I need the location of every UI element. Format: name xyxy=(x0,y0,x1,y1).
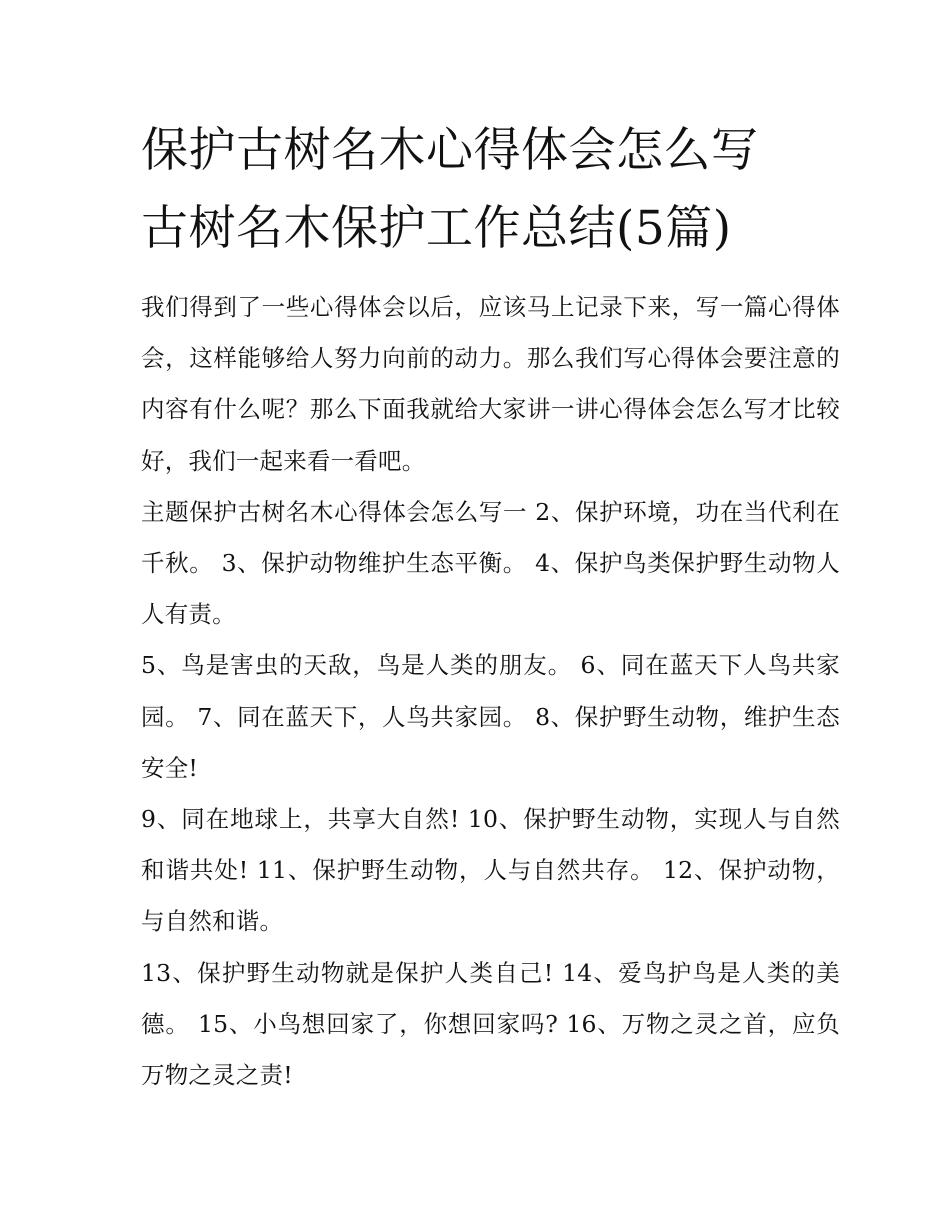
body-paragraph: 5、鸟是害虫的天敌，鸟是人类的朋友。 6、同在蓝天下人鸟共家园。 7、同在蓝天下，人鸟共家园。 8、保护野生动物，维护生态安全! xyxy=(141,651,840,782)
document-title xyxy=(141,112,840,268)
body-paragraph: 13、保护野生动物就是保护人类自己! 14、爱鸟护鸟是人类的美德。 15、小鸟想回家了，你想回家吗? 16、万物之灵之首，应负万物之灵之责! xyxy=(141,958,840,1090)
intro-paragraph: 我们得到了一些心得体会以后，应该马上记录下来，写一篇心得体会，这样能够给人努力向前的动力。那么我们写心得体会要注意的内容有什么呢？那么下面我就给大家讲一讲心得体会怎么写才比较好，我们一起来看一看吧。 xyxy=(141,293,840,475)
title-line-2: 古树名木保护工作总结(5篇) xyxy=(141,201,732,256)
body-paragraph: 主题保护古树名木心得体会怎么写一 2、保护环境，功在当代利在千秋。 3、保护动物维护生态平衡。 4、保护鸟类保护野生动物人人有责。 xyxy=(141,497,840,629)
title-line-1: 保护古树名木心得体会怎么写 xyxy=(141,123,759,178)
body-paragraph: 9、同在地球上，共享大自然! 10、保护野生动物，实现人与自然和谐共处! 11、保护野生动物，人与自然共存。 12、保护动物，与自然和谐。 xyxy=(141,805,840,936)
